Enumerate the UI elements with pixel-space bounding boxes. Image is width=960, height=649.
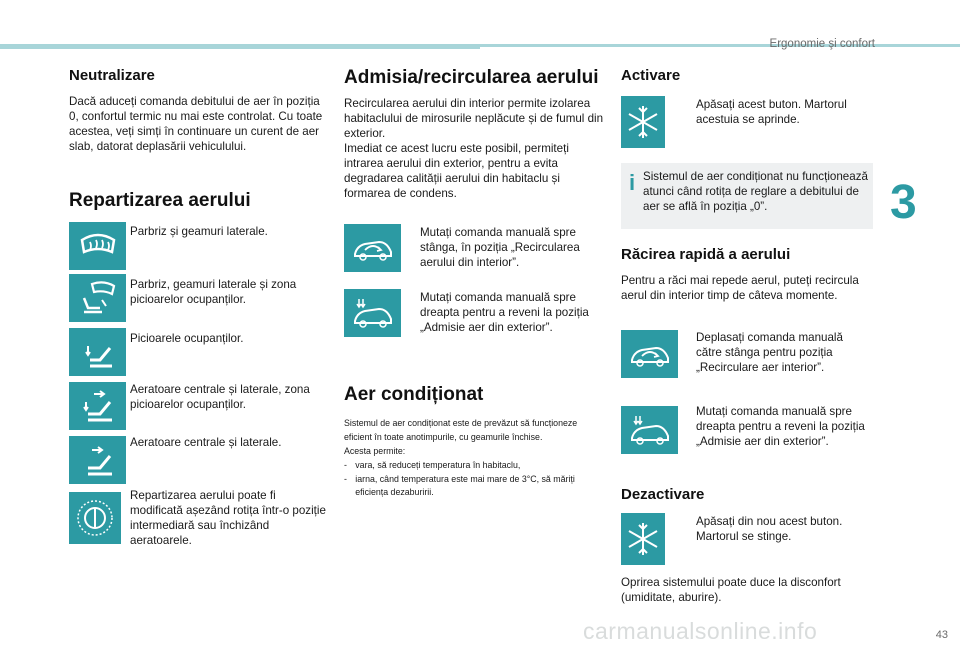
ac-intro: Sistemul de aer condiționat este de prevăzut să funcționeze eficient în toate anotimpurile, cu geamurile închise.: [344, 417, 578, 442]
watermark: carmanualsonline.info: [583, 618, 818, 644]
info-box: [621, 163, 873, 229]
chapter-number: 3: [890, 176, 917, 229]
header-bar-thin: [480, 44, 960, 47]
recirc-step-2: Mutați comanda manuală spre dreapta pentru a reveni la poziția „Admisie aer din exterior”.: [420, 291, 589, 334]
info-text: Sistemul de aer condiționat nu funcționează atunci când rotița de reglare a debitului de aer se află în poziția „0”.: [643, 170, 868, 213]
header-bar: [0, 44, 480, 49]
fresh-air-icon: [344, 289, 401, 337]
section-title-deactivation: Dezactivare: [621, 486, 705, 503]
distribution-item-6: Repartizarea aerului poate fi modificată așezând rotița într-o poziție intermediară sau închizând aeratoarele.: [130, 489, 326, 547]
ac-button-icon[interactable]: [621, 96, 665, 148]
ac-button-icon[interactable]: [621, 513, 665, 565]
distribution-item-2: Parbriz, geamuri laterale și zona picioarelor ocupanților.: [130, 278, 297, 306]
section-title-distribution: Repartizarea aerului: [69, 190, 251, 211]
list-item: [344, 458, 603, 472]
rapid-step-1: Deplasați comanda manuală către stânga pentru poziția „Recirculare aer interior”.: [696, 331, 843, 374]
distribution-item-5: Aeratoare centrale și laterale.: [130, 436, 282, 449]
windscreen-demist-icon: [69, 222, 126, 270]
recirc-icon: [344, 224, 401, 272]
section-title-neutral: Neutralizare: [69, 67, 155, 84]
vents-icon: [69, 436, 126, 484]
section-title-ac: Aer condiționat: [344, 384, 484, 405]
feet-icon: [69, 328, 126, 376]
ac-bullet-2: iarna, când temperatura este mai mare de 3°C, să măriți eficiența dezaburirii.: [355, 472, 575, 497]
distribution-dial-icon: [69, 492, 121, 544]
section-title-rapid: Răcirea rapidă a aerului: [621, 246, 791, 263]
section-title-recirc: Admisia/recircularea aerului: [344, 67, 599, 88]
windscreen-feet-icon: [69, 274, 126, 322]
activation-step: Apăsați acest buton. Martorul acestuia se aprinde.: [696, 98, 847, 126]
recirc-step-1: Mutați comanda manuală spre stânga, în poziția „Recircularea aerului din interior”.: [420, 226, 580, 269]
distribution-item-3: Picioarele ocupanților.: [130, 332, 244, 345]
ac-bullet-1: vara, să reduceți temperatura în habitaclu,: [355, 459, 521, 470]
chapter-title: Ergonomie şi confort: [769, 38, 875, 50]
fresh-air-icon: [621, 406, 678, 454]
distribution-item-4: Aeratoare centrale și laterale, zona picioarelor ocupanților.: [130, 383, 310, 411]
info-icon: i: [628, 170, 636, 195]
section-title-activation: Activare: [621, 67, 681, 84]
bullet-dash: -: [344, 459, 347, 470]
bullet-dash: -: [344, 472, 347, 484]
page-number: 43: [935, 629, 948, 641]
rapid-step-2: Mutați comanda manuală spre dreapta pentru a reveni la poziția „Admisie aer din exterior”.: [696, 405, 865, 448]
list-item: [344, 472, 603, 499]
neutral-text: Dacă aduceți comanda debitului de aer în poziția 0, confortul termic nu mai este controlat. Cu toate acestea, veți simți în continuare un curent de aer slab, datorat deplasării vehiculului.: [69, 95, 323, 153]
rapid-text: Pentru a răci mai repede aerul, puteți recircula aerul din interior timp de câteva momente.: [621, 274, 859, 302]
deactivation-note: Oprirea sistemului poate duce la disconfort (umiditate, aburire).: [621, 576, 841, 604]
recirc-icon: [621, 330, 678, 378]
ac-bullet-list: [344, 458, 603, 499]
vents-feet-icon: [69, 382, 126, 430]
recirc-text: Recircularea aerului din interior permite izolarea habitaclului de mirosurile neplăcute și de fumul din exterior. Imediat ce acest lucru este posibil, permiteți intrarea aerului din exterior, pentru a evita degradarea calității aerului din habitaclu și formarea de condens.: [344, 97, 604, 200]
ac-allows: Acesta permite:: [344, 445, 406, 456]
deactivation-step: Apăsați din nou acest buton. Martorul se stinge.: [696, 515, 843, 543]
distribution-item-1: Parbriz și geamuri laterale.: [130, 225, 268, 238]
